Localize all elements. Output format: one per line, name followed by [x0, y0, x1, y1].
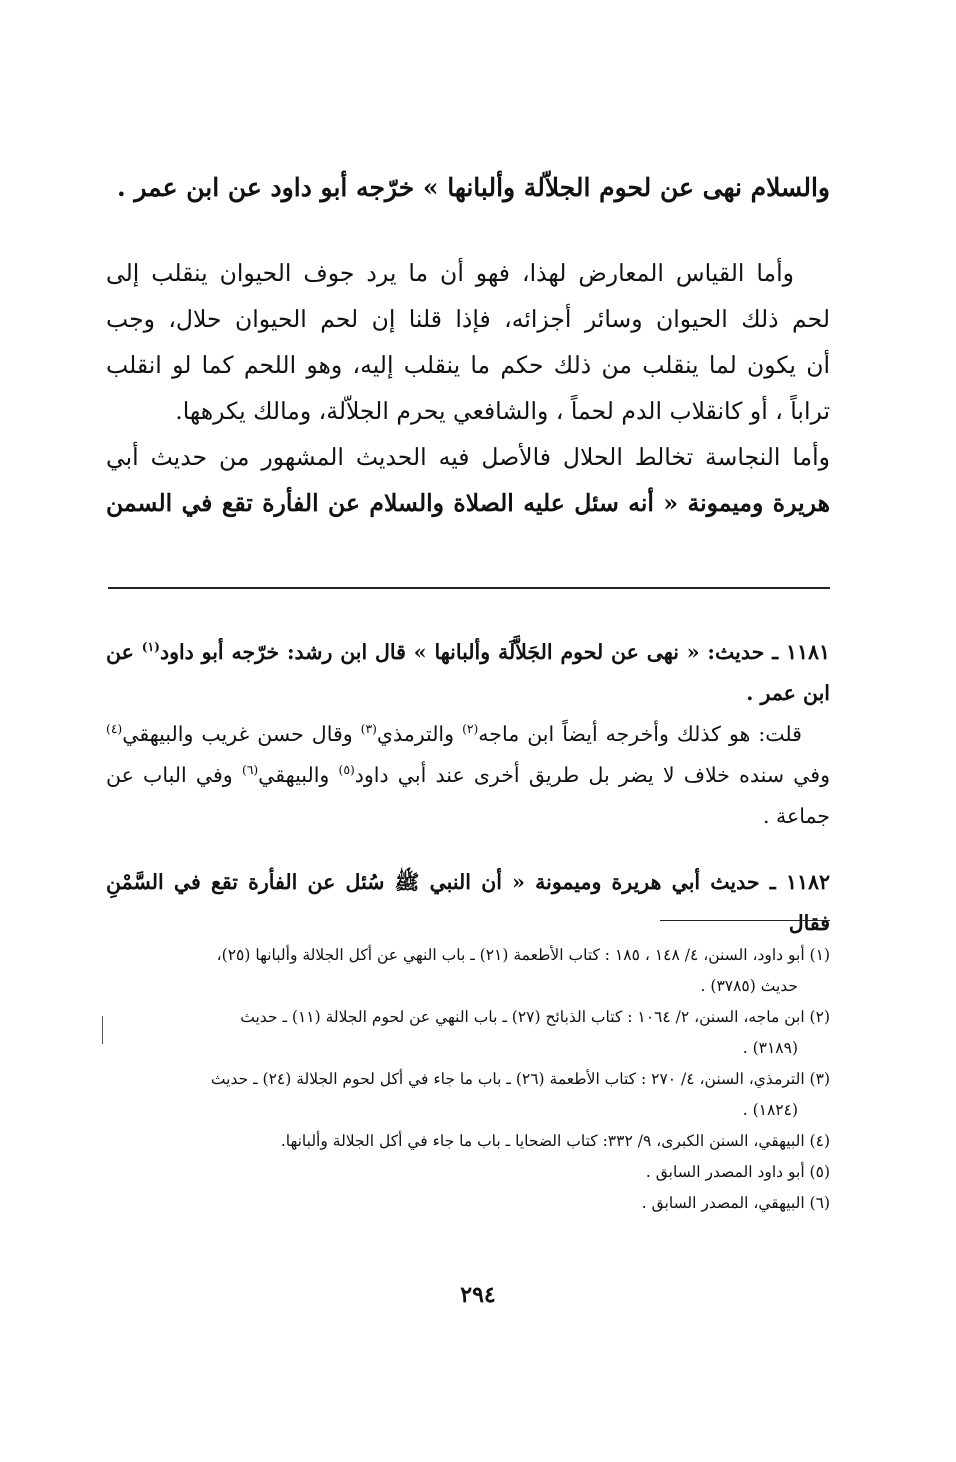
footnote: (٤) البيهقي، السنن الكبرى، ٩/ ٣٣٢: كتاب الضحايا ـ باب ما جاء في أكل الجلالة وألبانها. [280, 1132, 830, 1150]
footnote: (٦) البيهقي، المصدر السابق . [641, 1194, 830, 1212]
footnote: (٥) أبو داود المصدر السابق . [645, 1163, 830, 1181]
main-paragraph [106, 250, 830, 526]
main-line: وأما النجاسة تخالط الحلال فالأصل فيه الحديث المشهور من حديث أبي [106, 443, 830, 471]
hadith-1181 [106, 632, 830, 837]
footnote-divider [660, 920, 830, 921]
main-line: لحم ذلك الحيوان وسائر أجزائه، فإذا قلنا إن لحم الحيوان حلال، وجب [106, 305, 830, 333]
main-line: هريرة وميمونة « أنه سئل عليه الصلاة والسلام عن الفأرة تقع في السمن [106, 489, 830, 517]
main-line: أن يكون لما ينقلب من ذلك حكم ما ينقلب إليه، وهو اللحم كما لو انقلب [106, 351, 830, 379]
page-number: ٢٩٤ [460, 1282, 496, 1308]
scan-mark [102, 1016, 103, 1044]
footnote: (٣) الترمذي، السنن، ٤/ ٢٧٠ : كتاب الأطعمة (٢٦) ـ باب ما جاء في أكل لحوم الجلالة (٢٤) ـ حديث (١٨٢٤) . [210, 1070, 830, 1119]
main-line: تراباً ، أو كانقلاب الدم لحماً ، والشافعي يحرم الجلاّلة، ومالك يكرهها. [175, 397, 830, 425]
main-line: وأما القياس المعارض لهذا، فهو أن ما يرد جوف الحيوان ينقلب إلى [106, 259, 794, 287]
footnote: (١) أبو داود، السنن، ٤/ ١٤٨ ، ١٨٥ : كتاب الأطعمة (٢١) ـ باب النهي عن أكل الجلالة وألبانها (٢٥)، حديث (٣٧٨٥) . [216, 946, 830, 995]
hadith-heading: ١١٨١ ـ حديث: « نهى عن لحوم الجَلاَّلَة وألبانها » قال ابن رشد: خرّجه أبو داود$^{(١)}$ عن ابن عمر . [106, 639, 830, 705]
footnotes [106, 940, 830, 1219]
hadith-note: قلت: هو كذلك وأخرجه أيضاً ابن ماجه$^{(٢)}$ والترمذي$^{(٣)}$ وقال حسن غريب والبيهقي$^{(٤)}$ وفي سنده خلاف لا يضر بل طريق أخرى عند أبي داود$^{(٥)}$ والبيهقي$^{(٦)}$ وفي الباب عن جماعة . [106, 722, 830, 828]
text-divider [108, 587, 830, 589]
hadith-1182: ١١٨٢ ـ حديث أبي هريرة وميمونة « أن النبي ﷺ سُئل عن الفأرة تقع في السَّمْنِ فقال [106, 870, 830, 935]
footnote: (٢) ابن ماجه، السنن، ٢/ ١٠٦٤ : كتاب الذبائح (٢٧) ـ باب النهي عن لحوم الجلالة (١١) ـ حديث (٣١٨٩) . [240, 1008, 830, 1057]
intro-line: والسلام نهى عن لحوم الجلاّلة وألبانها » خرّجه أبو داود عن ابن عمر . [116, 173, 830, 202]
